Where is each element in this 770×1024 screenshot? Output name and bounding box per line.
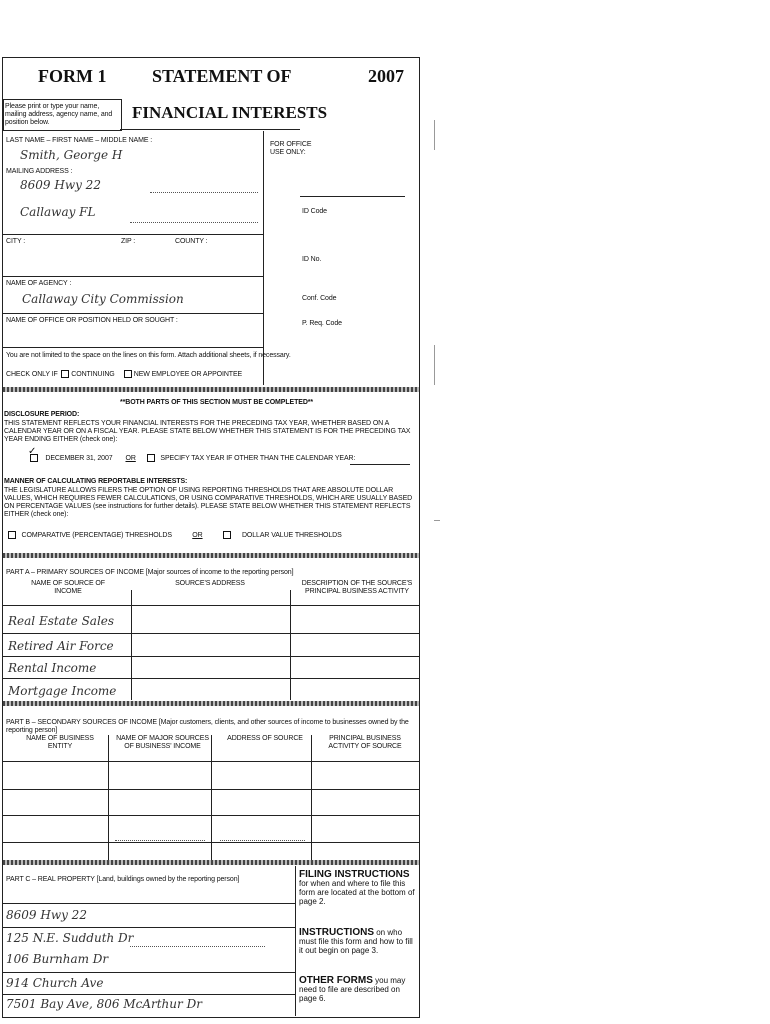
title-line1: STATEMENT OF [152, 66, 292, 86]
separator-4 [3, 860, 419, 865]
office-use-label: FOR OFFICE USE ONLY: [270, 141, 312, 156]
check-only-label: CHECK ONLY IF [6, 370, 58, 378]
part-c-title-note: [Land, buildings owned by the reporting person] [96, 876, 240, 883]
other-forms [299, 976, 417, 1003]
id-code-label: ID Code [302, 208, 327, 215]
name-instruction: Please print or type your name, mailing address, agency name, and position below. [5, 103, 113, 126]
part-a-row-4: Mortgage Income [8, 684, 117, 698]
dollar-label: DOLLAR VALUE THRESHOLDS [241, 531, 342, 539]
part-a-title-text: PART A – PRIMARY SOURCES OF INCOME [6, 569, 144, 576]
agency-label: NAME OF AGENCY : [6, 280, 72, 287]
identity-divider [263, 131, 264, 385]
new-employee-label: NEW EMPLOYEE OR APPOINTEE [133, 370, 243, 378]
other-text: you may need to file are described on page 6. [299, 976, 406, 1003]
frame-left [2, 57, 3, 1017]
or-2: OR [192, 531, 203, 539]
agency-value: Callaway City Commission [22, 292, 184, 306]
manner-options [8, 531, 342, 540]
position-label: NAME OF OFFICE OR POSITION HELD OR SOUGHT : [6, 317, 178, 324]
new-employee-checkbox[interactable] [124, 370, 132, 378]
manner-text: THE LEGISLATURE ALLOWS FILERS THE OPTION OF USING REPORTING THRESHOLDS THAT ARE ABSOLUTE DOLLAR VALUES, WHICH REQUIRES FEWER CALCULATIONS, OR USING COMPARATIVE THRESHOLDS, WHICH ARE USUALLY BASED ON PERCENTAGE VALUES (see instructions for further details). PLEASE STATE BELOW WHETHER THIS STATEMENT REFLECTS EITHER (check one): [4, 487, 413, 518]
part-c-row-1: 8609 Hwy 22 [6, 908, 87, 922]
part-a-col1: NAME OF SOURCE OF INCOME [31, 580, 105, 595]
part-b-title-text: PART B – SECONDARY SOURCES OF INCOME [6, 719, 157, 726]
separator-1 [3, 387, 419, 392]
part-b-title-note: [Major customers, clients, and other sources of income to businesses owned by the reporting person] [6, 719, 409, 734]
part-a-row-3: Rental Income [8, 661, 97, 675]
mailing-value-1: 8609 Hwy 22 [20, 178, 101, 192]
dec31-label: DECEMBER 31, 2007 [45, 454, 113, 462]
title-line2: FINANCIAL INTERESTS [132, 103, 328, 122]
dollar-checkbox[interactable] [223, 531, 231, 539]
part-b-col4: PRINCIPAL BUSINESS ACTIVITY OF SOURCE [328, 735, 402, 750]
part-a-col3: DESCRIPTION OF THE SOURCE'S PRINCIPAL BUSINESS ACTIVITY [301, 580, 413, 595]
disclosure-options [28, 446, 356, 463]
part-c-title-text: PART C – REAL PROPERTY [6, 876, 95, 883]
part-c-row-2: 125 N.E. Sudduth Dr [6, 931, 134, 945]
conf-code-label: Conf. Code [302, 295, 337, 302]
part-a-row-2: Retired Air Force [8, 639, 114, 653]
city-label: CITY : [6, 238, 26, 245]
part-b-col3: ADDRESS OF SOURCE [227, 735, 303, 742]
zip-label: ZIP : [121, 238, 136, 245]
part-c-title [6, 876, 239, 884]
filing-title: FILING INSTRUCTIONS [299, 869, 410, 880]
or-1: OR [125, 454, 136, 462]
separator-2 [3, 553, 419, 558]
continuing-checkbox[interactable] [61, 370, 69, 378]
filing-instructions [299, 870, 417, 906]
part-c-row-5: 7501 Bay Ave, 806 McArthur Dr [6, 997, 202, 1011]
not-limited-note: You are not limited to the space on the lines on this form. Attach additional sheets, if necessary. [6, 352, 291, 359]
instructions [299, 928, 417, 955]
part-b-col1: NAME OF BUSINESS ENTITY [26, 735, 94, 750]
id-no-label: ID No. [302, 256, 322, 263]
part-c-row-4: 914 Church Ave [6, 976, 104, 990]
part-a-title [6, 569, 293, 577]
p-req-code-label: P. Req. Code [302, 320, 342, 327]
continuing-label: CONTINUING [71, 370, 115, 378]
frame-top [2, 57, 419, 58]
disclosure-text: THIS STATEMENT REFLECTS YOUR FINANCIAL INTERESTS FOR THE PRECEDING TAX YEAR, WHETHER BASED ON A CALENDAR YEAR OR ON A FISCAL YEAR. PLEASE STATE BELOW WHETHER THIS STATEMENT IS FOR THE PRECEDING TAX YEAR ENDING EITHER (check one): [4, 420, 411, 443]
separator-3 [3, 701, 419, 706]
comparative-label: COMPARATIVE (PERCENTAGE) THRESHOLDS [21, 531, 172, 539]
part-a-col2: SOURCE'S ADDRESS [175, 580, 245, 587]
filing-text: for when and where to file this form are located at the bottom of page 2. [299, 879, 415, 906]
dec31-checkbox[interactable]: ✓ [30, 454, 38, 462]
instr-title: INSTRUCTIONS [299, 927, 374, 938]
part-a-row-1: Real Estate Sales [8, 614, 115, 628]
mailing-label: MAILING ADDRESS : [6, 168, 73, 175]
part-b-col2: NAME OF MAJOR SOURCES OF BUSINESS' INCOME [116, 735, 209, 750]
frame-right [419, 57, 420, 1017]
county-label: COUNTY : [175, 238, 208, 245]
part-c-row-3: 106 Burnham Dr [6, 952, 109, 966]
frame-bottom [2, 1017, 420, 1018]
other-title: OTHER FORMS [299, 975, 373, 986]
name-label: LAST NAME – FIRST NAME – MIDDLE NAME : [6, 137, 153, 144]
mailing-value-2: Callaway FL [20, 205, 96, 219]
form-year: 2007 [368, 66, 404, 86]
specify-checkbox[interactable] [147, 454, 155, 462]
manner-title: MANNER OF CALCULATING REPORTABLE INTERESTS: [4, 478, 188, 485]
name-value: Smith, George H [20, 148, 123, 162]
comparative-checkbox[interactable] [8, 531, 16, 539]
instr-text: on who must file this form and how to fill it out begin on page 3. [299, 928, 413, 955]
disclosure-title: DISCLOSURE PERIOD: [4, 411, 80, 418]
form-label: FORM 1 [38, 66, 107, 86]
part-a-title-note: [Major sources of income to the reporting person] [145, 569, 294, 576]
header-rule [120, 129, 300, 130]
specify-label: SPECIFY TAX YEAR IF OTHER THAN THE CALENDAR YEAR: [160, 454, 356, 462]
part-b-title [6, 719, 418, 735]
both-parts-note: **BOTH PARTS OF THIS SECTION MUST BE COMPLETED** [120, 399, 314, 406]
check-only-row [6, 370, 242, 379]
